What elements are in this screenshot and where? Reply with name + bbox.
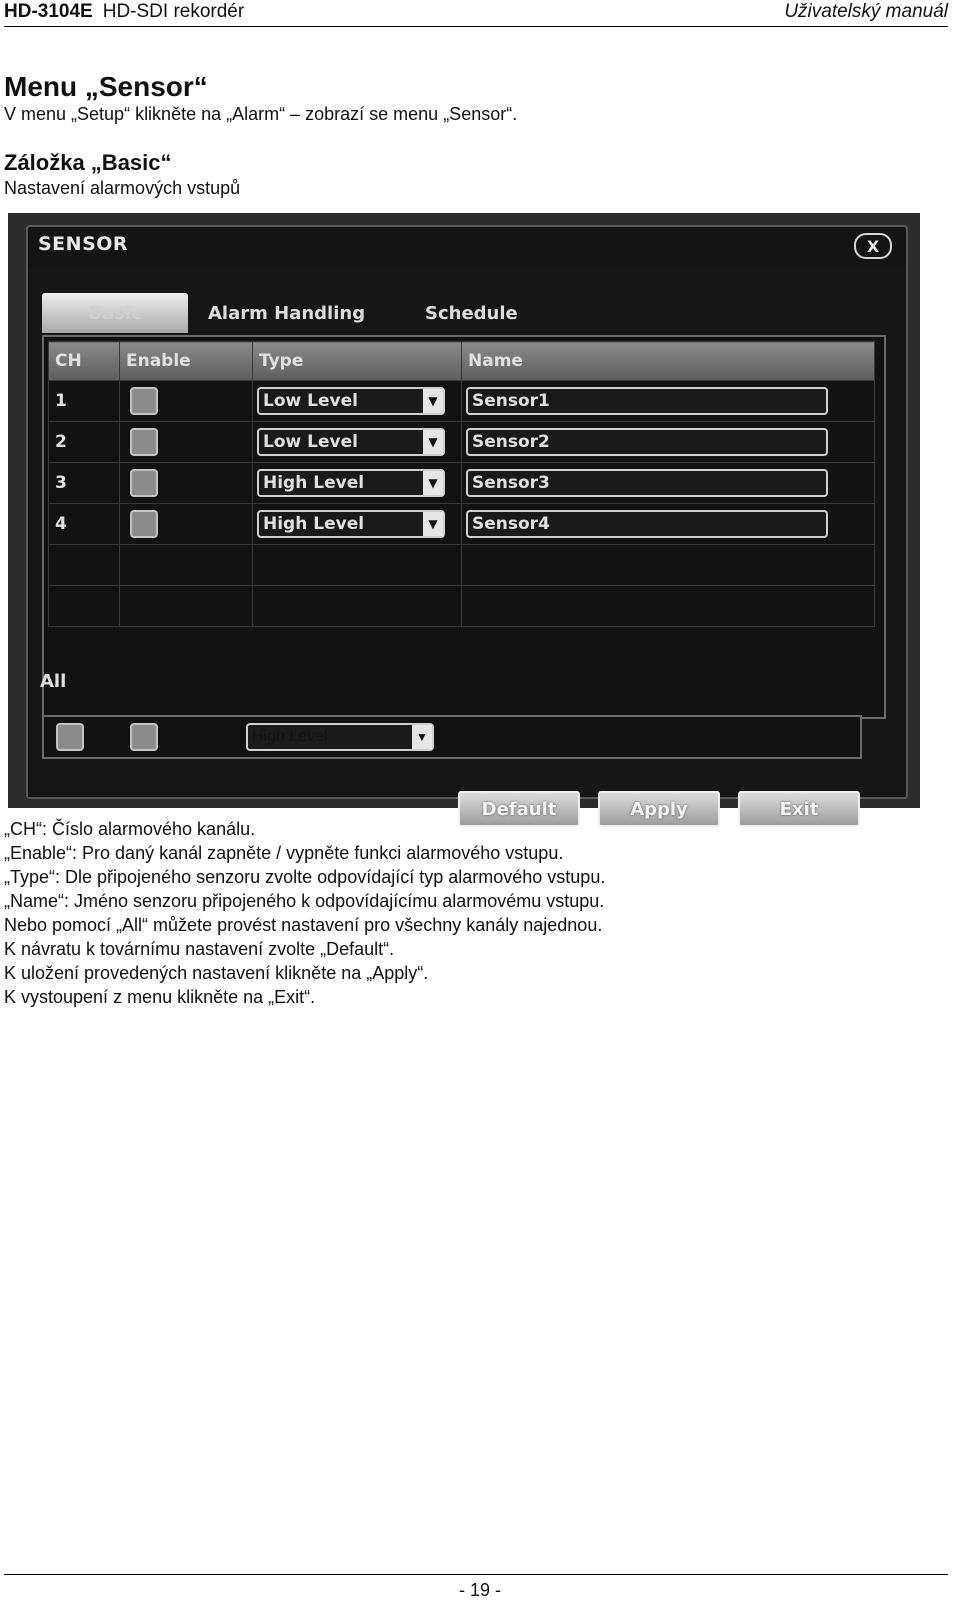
page-title: Menu „Sensor“: [4, 71, 208, 102]
chevron-down-icon: ▼: [423, 430, 443, 454]
chevron-down-icon: ▼: [423, 471, 443, 495]
sensor-table: [48, 341, 875, 627]
all-type-value: High Level: [252, 728, 328, 745]
window-title: SENSOR: [38, 233, 129, 255]
all-label: All: [40, 671, 67, 692]
sensor-name-field[interactable]: [466, 510, 828, 538]
model-name: HD-3104E: [4, 1, 93, 22]
column-type: Type: [253, 342, 462, 381]
window-body: [28, 269, 906, 820]
page-header: [4, 0, 948, 27]
description-type: „Type“: Dle připojeného senzoru zvolte odpovídající typ alarmového vstupu.: [4, 867, 606, 887]
section-title: Záložka „Basic“: [4, 150, 172, 175]
sensor-name-field[interactable]: [466, 428, 828, 456]
type-value: High Level: [263, 514, 365, 534]
description-name: „Name“: Jméno senzoru připojeného k odpovídajícímu alarmovému vstupu.: [4, 891, 605, 911]
enable-checkbox[interactable]: [130, 469, 158, 497]
channel-number: 4: [49, 504, 120, 545]
sensor-name-value: Sensor1: [472, 391, 550, 411]
all-row: [42, 715, 862, 759]
channel-number: 3: [49, 463, 120, 504]
all-type-select[interactable]: [246, 723, 434, 751]
enable-checkbox[interactable]: [130, 428, 158, 456]
type-select[interactable]: [257, 510, 445, 538]
tab-basic[interactable]: Basic: [42, 293, 188, 333]
column-name: Name: [462, 342, 875, 381]
table-row: [49, 422, 875, 463]
default-button[interactable]: Default: [458, 791, 580, 827]
channel-number: 2: [49, 422, 120, 463]
tab-alarm-handling[interactable]: Alarm Handling: [208, 302, 366, 324]
table-row: [49, 504, 875, 545]
type-select[interactable]: [257, 387, 445, 415]
column-ch: CH: [49, 342, 120, 381]
type-value: High Level: [263, 473, 365, 493]
manual-title: Uživatelský manuál: [784, 1, 948, 22]
table-row: [49, 463, 875, 504]
sensor-name-value: Sensor3: [472, 473, 550, 493]
description-all: Nebo pomocí „All“ můžete provést nastavení pro všechny kanály najednou.: [4, 915, 603, 935]
sensor-name-field[interactable]: [466, 469, 828, 497]
chevron-down-icon: ▼: [412, 725, 432, 749]
description-exit: K vystoupení z menu klikněte na „Exit“.: [4, 987, 316, 1007]
chevron-down-icon: ▼: [423, 512, 443, 536]
description-apply: K uložení provedených nastavení klikněte na „Apply“.: [4, 963, 429, 983]
table-row: [49, 381, 875, 422]
exit-button[interactable]: Exit: [738, 791, 860, 827]
sensor-name-value: Sensor2: [472, 432, 550, 452]
tab-bar: [42, 291, 882, 335]
all-select-checkbox[interactable]: [56, 723, 84, 751]
enable-checkbox[interactable]: [130, 387, 158, 415]
type-select[interactable]: [257, 428, 445, 456]
page-number: - 19 -: [458, 1580, 501, 1600]
description-enable: „Enable“: Pro daný kanál zapněte / vypněte funkci alarmového vstupu.: [4, 843, 564, 863]
description-ch: „CH“: Číslo alarmového kanálu.: [4, 819, 256, 839]
type-value: Low Level: [263, 391, 358, 411]
close-icon[interactable]: X: [854, 233, 892, 259]
tab-schedule[interactable]: Schedule: [425, 302, 518, 324]
column-enable: Enable: [120, 342, 253, 381]
sensor-name-field[interactable]: [466, 387, 828, 415]
empty-row: [49, 586, 875, 627]
product-name: HD-SDI rekordér: [102, 1, 245, 22]
section-subtitle: Nastavení alarmových vstupů: [4, 178, 241, 198]
sensor-table-panel: [42, 335, 886, 719]
empty-row: [49, 545, 875, 586]
enable-checkbox[interactable]: [130, 510, 158, 538]
sensor-name-value: Sensor4: [472, 514, 550, 534]
table-header-row: [49, 342, 875, 381]
apply-button[interactable]: Apply: [598, 791, 720, 827]
footer-divider: [4, 1574, 948, 1575]
type-select[interactable]: [257, 469, 445, 497]
sensor-screenshot: [8, 213, 920, 820]
description-default: K návratu k továrnímu nastavení zvolte „Default“.: [4, 939, 395, 959]
sensor-window: [26, 225, 908, 820]
all-enable-checkbox[interactable]: [130, 723, 158, 751]
type-value: Low Level: [263, 432, 358, 452]
intro-text: V menu „Setup“ klikněte na „Alarm“ – zobrazí se menu „Sensor“.: [4, 104, 518, 124]
channel-number: 1: [49, 381, 120, 422]
chevron-down-icon: ▼: [423, 389, 443, 413]
